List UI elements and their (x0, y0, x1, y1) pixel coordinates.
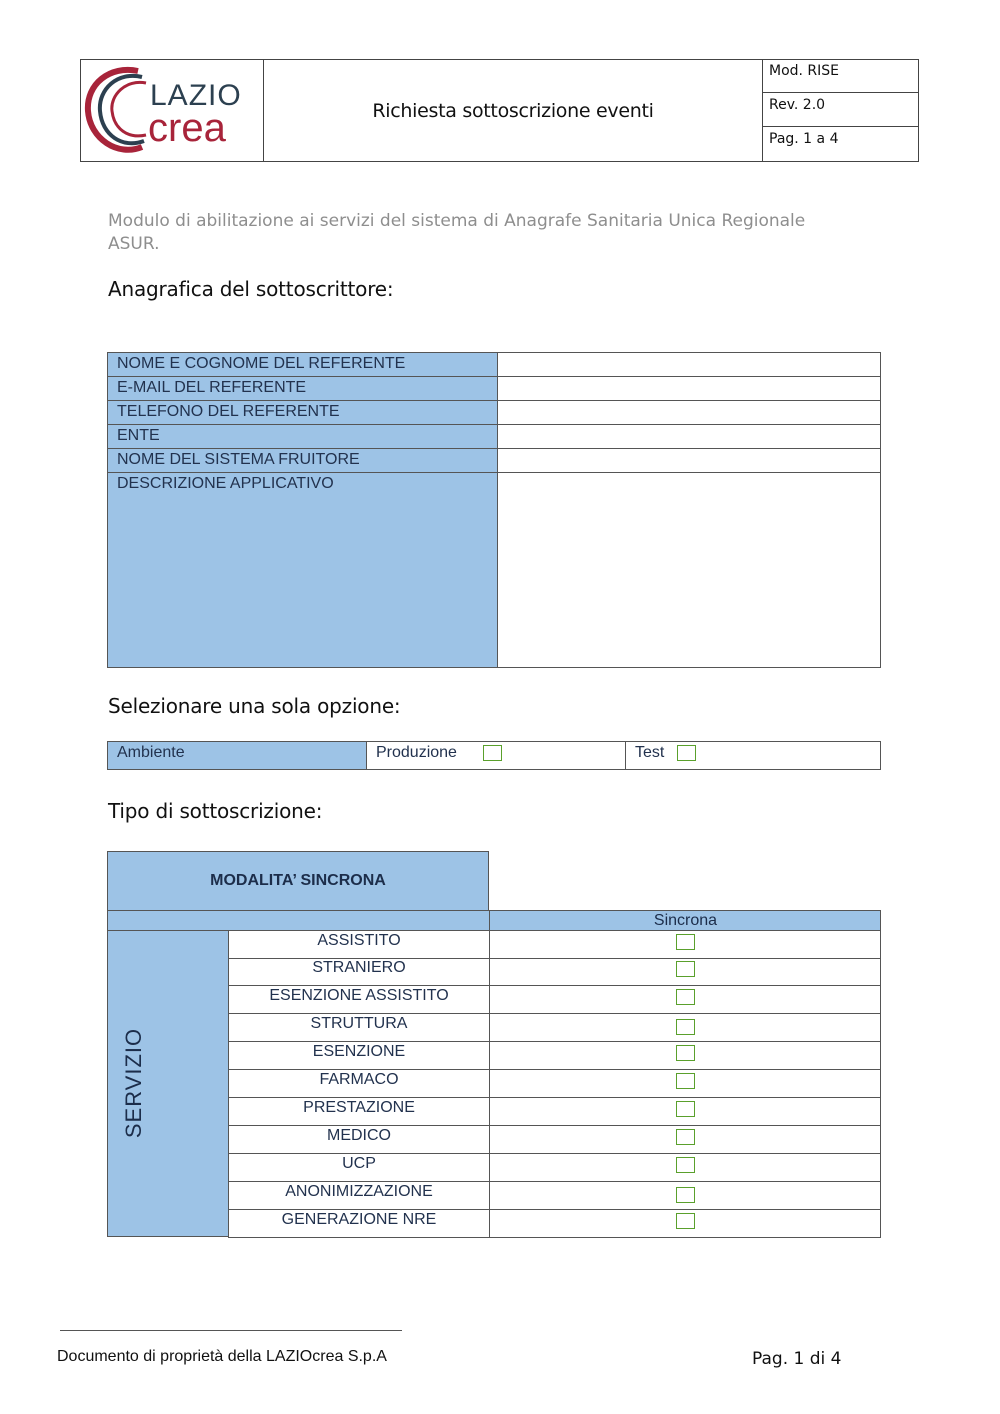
table-row (108, 377, 881, 401)
field-label: NOME DEL SISTEMA FRUITORE (108, 449, 498, 473)
table-row (108, 742, 881, 770)
service-checkbox-esenzione[interactable] (676, 1045, 695, 1061)
service-name: ANONIMIZZAZIONE (229, 1182, 490, 1209)
test-label: Test (635, 744, 665, 761)
environment-label: Ambiente (108, 742, 367, 770)
service-checkbox-anonimizzazione[interactable] (676, 1187, 695, 1203)
service-name: STRUTTURA (229, 1014, 490, 1041)
table-row (228, 1154, 881, 1182)
logo-cell (80, 59, 264, 162)
application-description-field[interactable] (498, 473, 881, 668)
table-row (108, 401, 881, 425)
field-label: ENTE (108, 425, 498, 449)
referent-phone-field[interactable] (498, 401, 881, 425)
service-checkbox-straniero[interactable] (676, 961, 695, 977)
service-name: PRESTAZIONE (229, 1098, 490, 1125)
section-heading-option: Selezionare una sola opzione: (108, 694, 401, 718)
table-row (228, 1210, 881, 1238)
subscriber-table (107, 352, 881, 668)
service-name: STRANIERO (229, 958, 490, 985)
service-side-label: SERVIZIO (121, 1027, 146, 1139)
footer-divider (60, 1330, 402, 1331)
table-row (228, 986, 881, 1014)
production-option (367, 742, 626, 770)
revision: Rev. 2.0 (762, 93, 919, 127)
field-label: NOME E COGNOME DEL REFERENTE (108, 353, 498, 377)
table-row (108, 425, 881, 449)
service-name: FARMACO (229, 1070, 490, 1097)
ente-field[interactable] (498, 425, 881, 449)
production-checkbox[interactable] (483, 745, 502, 761)
mode-title: MODALITA’ SINCRONA (107, 851, 489, 911)
referent-name-field[interactable] (498, 353, 881, 377)
laziocrea-logo-icon (80, 59, 264, 162)
service-checkbox-generazione-nre[interactable] (676, 1213, 695, 1229)
table-row (228, 958, 881, 986)
test-checkbox[interactable] (677, 745, 696, 761)
service-name: GENERAZIONE NRE (229, 1210, 490, 1237)
service-checkbox-ucp[interactable] (676, 1157, 695, 1173)
service-name: ASSISTITO (229, 931, 490, 958)
service-checkbox-esenzione-assistito[interactable] (676, 989, 695, 1005)
table-row (228, 1042, 881, 1070)
logo-text-crea: crea (148, 106, 226, 150)
logo-text-lazio: LAZIO (150, 79, 242, 112)
mod-code: Mod. RISE (762, 59, 919, 93)
table-row (108, 449, 881, 473)
field-label: TELEFONO DEL REFERENTE (108, 401, 498, 425)
field-label: DESCRIZIONE APPLICATIVO (108, 473, 498, 668)
intro-text: Modulo di abilitazione ai servizi del sistema di Anagrafe Sanitaria Unica Regionale ASUR. (108, 211, 806, 254)
page-count: Pag. 1 a 4 (762, 127, 919, 161)
table-row (228, 1014, 881, 1042)
service-checkbox-struttura[interactable] (676, 1019, 695, 1035)
service-checkbox-farmaco[interactable] (676, 1073, 695, 1089)
service-name: ESENZIONE (229, 1042, 490, 1069)
service-checkbox-medico[interactable] (676, 1129, 695, 1145)
environment-table (107, 741, 881, 770)
document-title: Richiesta sottoscrizione eventi (372, 99, 654, 122)
test-option (626, 742, 881, 770)
table-row (228, 1182, 881, 1210)
service-checkbox-prestazione[interactable] (676, 1101, 695, 1117)
table-row (228, 1126, 881, 1154)
footer-ownership: Documento di proprietà della LAZIOcrea S.p.A (57, 1348, 387, 1365)
section-heading-anagrafica: Anagrafica del sottoscrittore: (108, 277, 394, 301)
table-row (228, 1070, 881, 1098)
footer-page-number: Pag. 1 di 4 (752, 1349, 842, 1369)
production-label: Produzione (376, 744, 457, 761)
table-row (108, 353, 881, 377)
field-label: E-MAIL DEL REFERENTE (108, 377, 498, 401)
service-checkbox-assistito[interactable] (676, 934, 695, 950)
table-row (108, 473, 881, 668)
column-header-sincrona: Sincrona (489, 910, 881, 931)
service-name: UCP (229, 1154, 490, 1181)
section-heading-subscription: Tipo di sottoscrizione: (108, 799, 323, 823)
service-name: MEDICO (229, 1126, 490, 1153)
referent-email-field[interactable] (498, 377, 881, 401)
table-row (228, 1098, 881, 1126)
table-row (228, 930, 881, 959)
service-name: ESENZIONE ASSISTITO (229, 986, 490, 1013)
system-name-field[interactable] (498, 449, 881, 473)
